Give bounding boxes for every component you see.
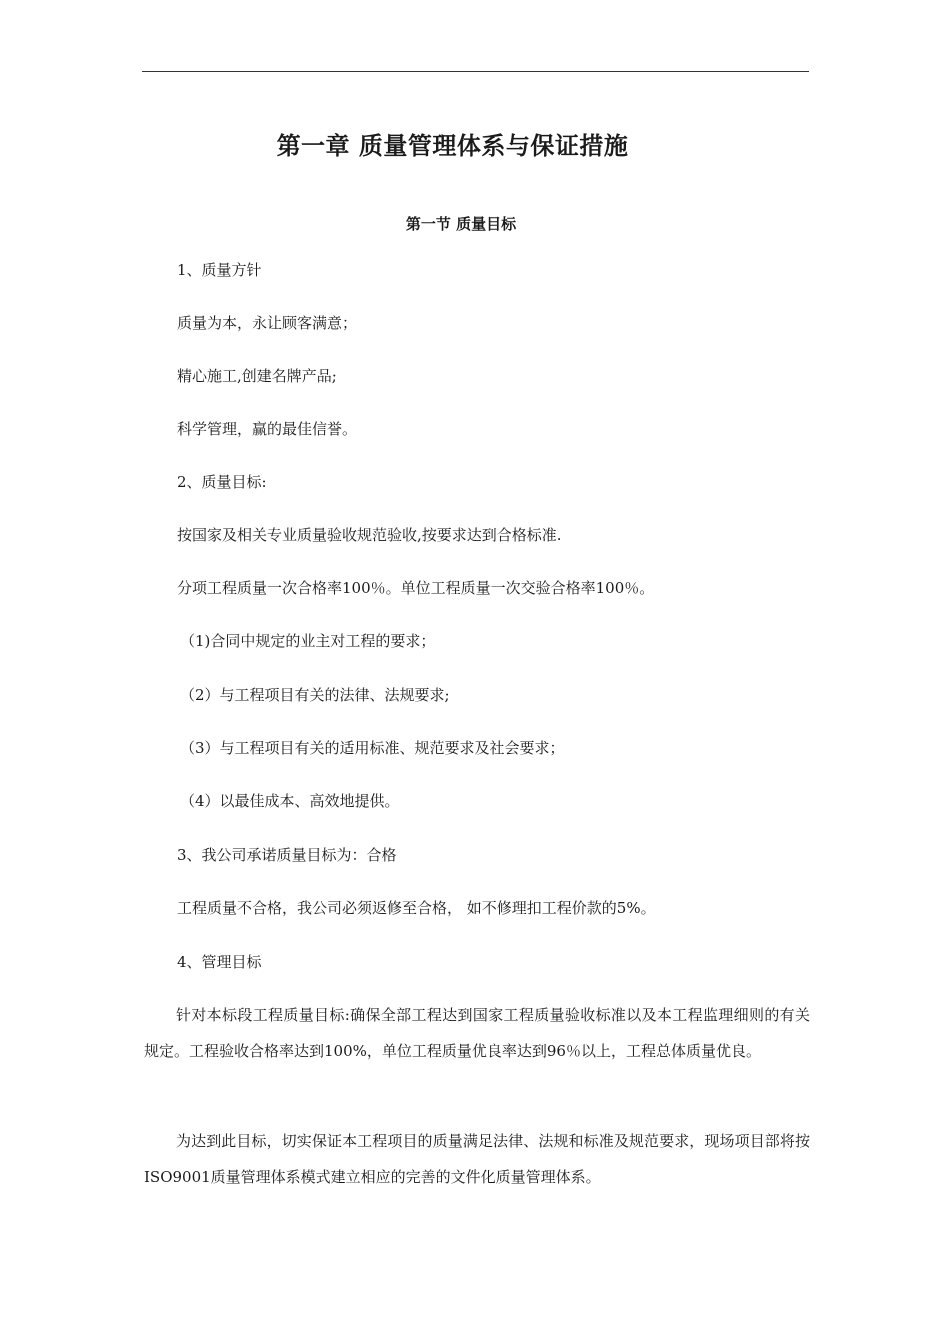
policy-line: 科学管理，赢的最佳信誉。	[177, 420, 358, 438]
section-title: 第一节 质量目标	[405, 215, 517, 233]
heading-commitment: 3、我公司承诺质量目标为：合格	[177, 846, 397, 864]
requirement-item: （2）与工程项目有关的法律、法规要求;	[180, 686, 450, 704]
policy-line: 精心施工,创建名牌产品;	[177, 367, 337, 385]
target-line: 按国家及相关专业质量验收规范验收,按要求达到合格标准.	[177, 526, 562, 544]
management-paragraph: 针对本标段工程质量目标:确保全部工程达到国家工程质量验收标准以及本工程监理细则的有关规定。工程验收合格率达到100%，单位工程质量优良率达到96％以上，工程总体质量优良。	[144, 1006, 810, 1060]
requirement-item: （3）与工程项目有关的适用标准、规范要求及社会要求；	[180, 739, 565, 757]
target-line: 分项工程质量一次合格率100％。单位工程质量一次交验合格率100％。	[177, 579, 655, 597]
system-paragraph: 为达到此目标，切实保证本工程项目的质量满足法律、法规和标准及规范要求，现场项目部将按ISO9001质量管理体系模式建立相应的完善的文件化质量管理体系。	[144, 1132, 810, 1186]
policy-line: 质量为本，永让顾客满意；	[177, 314, 358, 332]
requirement-item: （1)合同中规定的业主对工程的要求；	[180, 632, 436, 650]
heading-quality-policy: 1、质量方针	[177, 261, 262, 279]
commitment-line: 工程质量不合格，我公司必须返修至合格， 如不修理扣工程价款的5%。	[177, 899, 656, 917]
heading-management-target: 4、管理目标	[177, 953, 262, 971]
header-rule	[142, 71, 809, 72]
requirement-item: （4）以最佳成本、高效地提供。	[180, 792, 400, 810]
heading-quality-target: 2、质量目标:	[177, 473, 267, 491]
chapter-title: 第一章 质量管理体系与保证措施	[276, 131, 629, 160]
